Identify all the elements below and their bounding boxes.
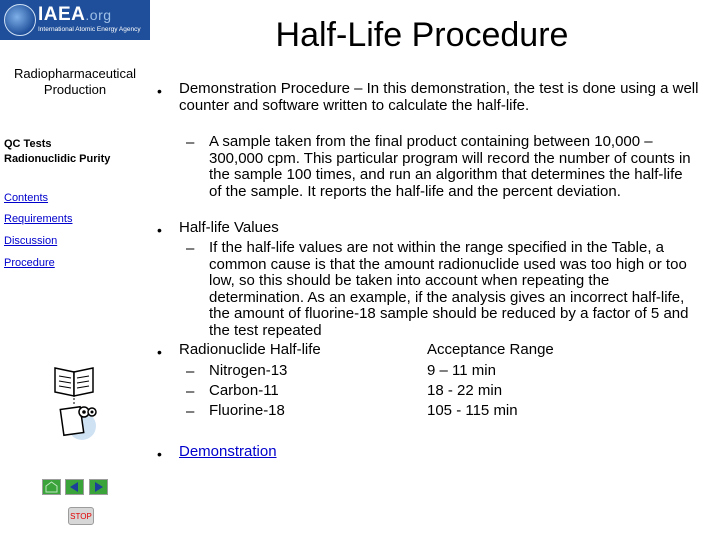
- row-dash: –: [186, 363, 195, 380]
- home-icon: [43, 480, 60, 494]
- logo-text: IAEA.org: [38, 4, 112, 25]
- bullet-2-sub-dash: –: [186, 240, 195, 257]
- bullet-1-text: Demonstration Procedure – In this demonstration, the test is done using a well counter and software written to calculate the half-life.: [179, 80, 699, 114]
- bullet-1-marker: •: [157, 83, 162, 99]
- sidebar: [0, 0, 150, 540]
- bullet-3-marker: •: [157, 344, 162, 360]
- sidebar-link-discussion[interactable]: Discussion: [4, 235, 58, 247]
- table-row-range: 18 - 22 min: [427, 382, 503, 399]
- bullet-2-marker: •: [157, 222, 162, 238]
- previous-button[interactable]: [65, 479, 84, 495]
- bullet-2-text: Half-life Values: [179, 219, 279, 236]
- sidebar-link-requirements[interactable]: Requirements: [4, 213, 73, 225]
- table-row-nuclide: Carbon-11: [209, 382, 279, 399]
- globe-icon: [4, 4, 36, 36]
- next-button[interactable]: [89, 479, 108, 495]
- iaea-logo: [0, 0, 150, 40]
- demonstration-link[interactable]: Demonstration: [179, 443, 277, 460]
- sidebar-link-contents[interactable]: Contents: [4, 192, 49, 204]
- table-row-nuclide: Nitrogen-13: [209, 362, 288, 379]
- arrow-right-icon: [90, 480, 107, 494]
- table-row-range: 9 – 11 min: [427, 362, 496, 379]
- page-title: Half-Life Procedure: [275, 16, 569, 54]
- logo-subtitle: International Atomic Energy Agency: [38, 26, 141, 33]
- stop-button[interactable]: STOP: [68, 507, 94, 525]
- bullet-1-sub-dash: –: [186, 134, 195, 151]
- table-row-range: 105 - 115 min: [427, 402, 518, 419]
- bullet-2-sub-text: If the half-life values are not within the range specified in the Table, a common cause is that the amount radionuclide used was too high or too low, so this should be taken into account when repeating the determination. As an example, if the analysis gives an incorrect half-life, the amount of fluorine-18 sample should be reduced by a factor of 5 and the test repeated: [209, 239, 689, 339]
- arrow-left-icon: [66, 480, 83, 494]
- bullet-1-sub-text: A sample taken from the final product containing between 10,000 – 300,000 cpm. This particular program will record the number of counts in the sample 100 times, and run an algorithm that determines the half-life of the sample. It reports the half-life and the percent deviation.: [209, 133, 691, 200]
- row-dash: –: [186, 383, 195, 400]
- sidebar-title: Radiopharmaceutical Production: [13, 66, 137, 97]
- home-button[interactable]: [42, 479, 61, 495]
- table-row-nuclide: Fluorine-18: [209, 402, 285, 419]
- section-label: QC Tests Radionuclidic Purity: [4, 138, 111, 165]
- table-header-radionuclide: Radionuclide Half-life: [179, 341, 321, 358]
- table-header-acceptance: Acceptance Range: [427, 341, 554, 358]
- book-reader-icon: [52, 362, 102, 444]
- row-dash: –: [186, 403, 195, 420]
- bullet-4-marker: •: [157, 446, 162, 462]
- sidebar-link-procedure[interactable]: Procedure: [4, 257, 55, 269]
